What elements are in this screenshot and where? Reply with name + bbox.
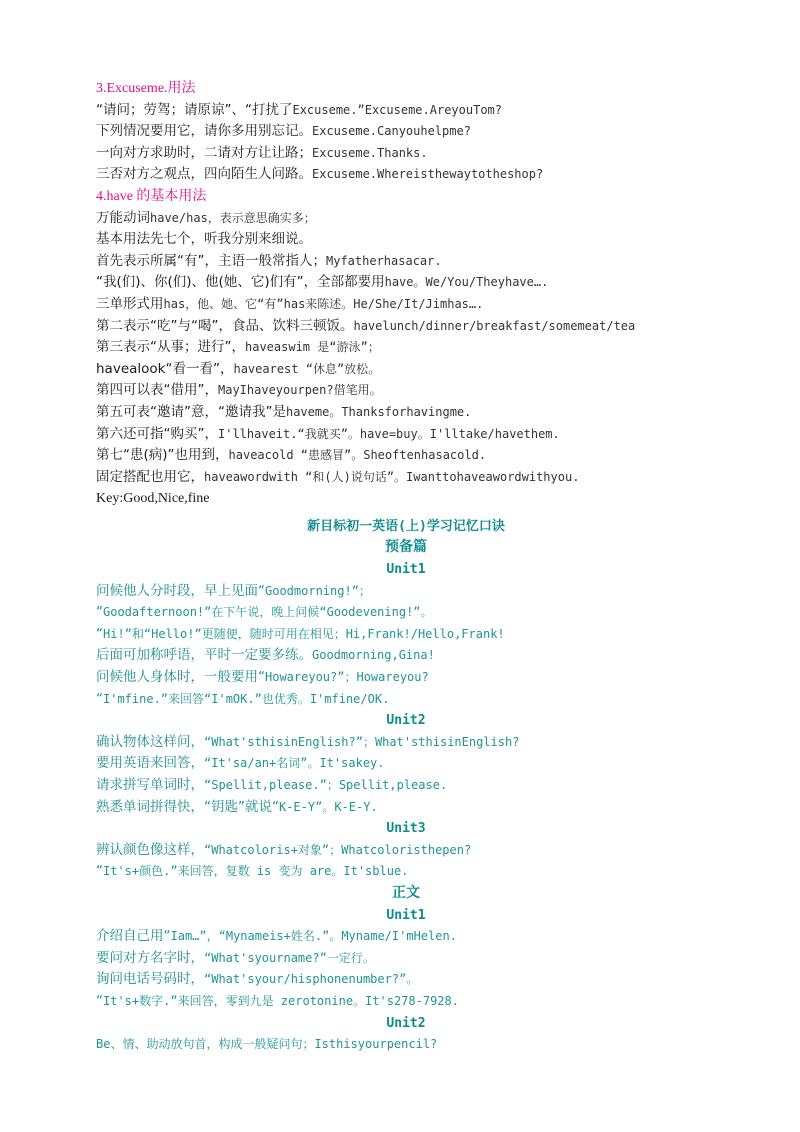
line-english: It's+数字.”来回答，零到九是 zerotonine。It's278-7928.: [103, 993, 459, 1008]
line-english: haveawordwith “和(人)说句话”。Iwanttohaveawordwithyou.: [204, 469, 580, 484]
line-chinese: 询问电话号码时，: [96, 971, 204, 988]
mnemonic-title: 新目标初一英语(上)学习记忆口诀: [307, 518, 505, 534]
prep-unit3-lines: [96, 840, 716, 883]
line-chinese: 下列情况要用它，请你多用别忘记。: [96, 123, 312, 140]
line-chinese: “我(们)、你(们)、他(她、它)们有”，全部都要用: [96, 274, 385, 291]
section3-title: 3.Excuseme.用法: [96, 81, 196, 96]
line-english: haveacold “患感冒”。Sheoftenhasacold.: [228, 448, 487, 463]
line-english: I'mfine.”来回答“I'mOK.”也优秀。I'mfine/OK.: [103, 691, 390, 706]
text-line: [96, 143, 716, 165]
prep-title: 预备篇: [385, 539, 427, 556]
line-english: I'llhaveit.“我就买”。have=buy。I'lltake/havethem.: [218, 426, 560, 441]
section4-lines: [96, 208, 716, 489]
main-unit1-title: Unit1: [386, 907, 426, 923]
line-english: Excuseme.”Excuseme.AreyouTom?: [292, 102, 502, 117]
text-line: [96, 732, 716, 754]
line-english: have/has，表示意思确实多；: [150, 210, 316, 225]
text-line: [96, 581, 716, 603]
line-chinese: 第五可表“邀请”意，“邀请我”是: [96, 403, 286, 420]
key-line: Key:Good,Nice,fine: [96, 491, 210, 507]
line-english: have。We/You/Theyhave….: [384, 275, 549, 290]
line-chinese: 问候他人身体时，一般要用“: [96, 669, 265, 686]
prep-unit1-title: Unit1: [386, 562, 426, 578]
text-line: [96, 272, 716, 294]
text-line: [96, 840, 716, 862]
line-english: Howareyou?”；Howareyou?: [265, 670, 429, 685]
text-line: [96, 121, 716, 143]
line-english: havearest “休息”放松。: [233, 361, 381, 376]
line-chinese: 三单形式用: [96, 295, 164, 312]
text-line: [96, 645, 716, 667]
line-chinese: “: [96, 625, 103, 642]
line-english: “Whatcoloris+对象”；Whatcoloristhepen?: [204, 842, 472, 857]
line-chinese: 辨认颜色像这样，: [96, 841, 204, 858]
text-line: [96, 100, 716, 122]
line-english: It's+颜色.”来回答，复数 is 变为 are。It'sblue.: [103, 864, 409, 879]
line-english: havelunch/dinner/breakfast/somemeat/tea: [353, 318, 636, 333]
text-line: [96, 164, 716, 186]
section3-lines: [96, 100, 716, 186]
line-english: “What'syourname?”一定行。: [204, 950, 375, 965]
line-english: Iam…”，“Mynameis+姓名.”。Myname/I'mHelen.: [170, 929, 457, 944]
prep-unit2-title: Unit2: [386, 713, 426, 729]
line-english: MayIhaveyourpen?借笔用。: [218, 383, 382, 398]
line-chinese: 要问对方名字时，: [96, 949, 204, 966]
line-english: Myfatherhasacar.: [326, 253, 442, 268]
line-chinese: 一向对方求助时，二请对方让让路；: [96, 144, 312, 161]
line-chinese: 要用英语来回答，: [96, 755, 204, 772]
text-line: [96, 948, 716, 970]
line-chinese: 问候他人分时段，早上见面“: [96, 582, 265, 599]
line-chinese: “: [96, 604, 103, 621]
line-english: Hi!”和“Hello!”更随便，随时可用在相见；Hi,Frank!/Hello,Frank!: [103, 626, 505, 641]
document-page: [96, 78, 716, 1056]
text-line: [96, 991, 716, 1013]
line-chinese: 基本用法先七个，听我分别来细说。: [96, 231, 312, 248]
line-english: “What'sthisinEnglish?”；What'sthisinEnglish?: [204, 734, 520, 749]
line-english: Excuseme.Thanks.: [312, 145, 428, 160]
text-line: [96, 251, 716, 273]
line-chinese: 第六还可指“购买”，: [96, 425, 218, 442]
line-chinese: “: [96, 992, 103, 1009]
line-english: Goodmorning,Gina!: [312, 648, 435, 663]
text-line: [96, 926, 716, 948]
text-line: [96, 294, 716, 316]
text-line: [96, 602, 716, 624]
line-chinese: 第三表示“从事；进行”，: [96, 339, 245, 356]
text-line: [96, 359, 716, 381]
text-line: [96, 445, 716, 467]
line-english: Be、情、助动放句首，构成一般疑问句；Isthisyourpencil?: [96, 1037, 438, 1052]
text-line: [96, 380, 716, 402]
text-line: [96, 624, 716, 646]
main-unit1-lines: [96, 926, 716, 1012]
line-chinese: 固定搭配也用它，: [96, 468, 204, 485]
line-chinese: 第七“患(病)”也用到，: [96, 447, 229, 464]
text-line: [96, 861, 716, 883]
text-line: [96, 667, 716, 689]
section4-title: 4.have 的基本用法: [96, 188, 207, 204]
line-chinese: “: [96, 863, 103, 880]
line-english: “Spellit,please.”；Spellit,please.: [204, 778, 448, 792]
text-line: [96, 316, 716, 338]
main-unit2-title: Unit2: [386, 1015, 426, 1031]
text-line: [96, 208, 716, 230]
text-line: [96, 689, 716, 711]
line-english: “What'syour/hisphonenumber?”。: [204, 972, 419, 987]
text-line: [96, 969, 716, 991]
line-chinese: 介绍自己用“: [96, 928, 171, 945]
line-chinese: 首先表示所属“有”，主语一般常指人；: [96, 252, 326, 269]
line-chinese: 熟悉单词拼得快，“钥匙”就说“: [96, 798, 279, 815]
line-chinese: “请问；劳驾；请原谅”、“打扰了: [96, 101, 293, 118]
line-english: Goodafternoon!”在下午说，晚上问候“Goodevening!”。: [103, 605, 433, 620]
text-line: [96, 337, 716, 359]
line-english: “It'sa/an+名词”。It'sakey.: [204, 756, 385, 771]
text-line: [96, 775, 716, 797]
prep-unit3-title: Unit3: [386, 821, 426, 837]
line-chinese: havealook“看一看”，: [96, 360, 234, 377]
text-line: [96, 797, 716, 819]
line-chinese: 请求拼写单词时，: [96, 777, 204, 793]
text-line: [96, 1034, 716, 1056]
line-english: K-E-Y”。K-E-Y.: [278, 799, 378, 814]
prep-unit1-lines: [96, 581, 716, 711]
line-chinese: 三否对方之观点，四向陌生人问路。: [96, 166, 312, 183]
text-line: [96, 229, 716, 251]
text-line: [96, 402, 716, 424]
text-line: [96, 424, 716, 446]
text-line: [96, 467, 716, 489]
line-english: haveaswim 是“游泳”；: [245, 340, 380, 355]
line-english: haveme。Thanksforhavingme.: [285, 404, 472, 419]
line-english: Excuseme.Canyouhelpme?: [312, 124, 471, 139]
text-line: [96, 753, 716, 775]
line-chinese: 第二表示“吃”与“喝”，食品、饮料三顿饭。: [96, 317, 354, 334]
main-title: 正文: [392, 884, 420, 901]
line-english: has，他、她、它“有”has来陈述。He/She/It/Jimhas….: [163, 296, 484, 311]
prep-unit2-lines: [96, 732, 716, 818]
line-english: Excuseme.Whereisthewaytotheshop?: [312, 167, 544, 182]
line-chinese: 确认物体这样问，: [96, 733, 204, 750]
line-chinese: “: [96, 690, 103, 707]
main-unit2-lines: [96, 1034, 716, 1056]
line-chinese: 后面可加称呼语，平时一定要多练。: [96, 647, 312, 664]
line-chinese: 第四可以表“借用”，: [96, 382, 218, 399]
line-english: Goodmorning!”；: [265, 583, 371, 598]
line-chinese: 万能动词: [96, 209, 150, 226]
